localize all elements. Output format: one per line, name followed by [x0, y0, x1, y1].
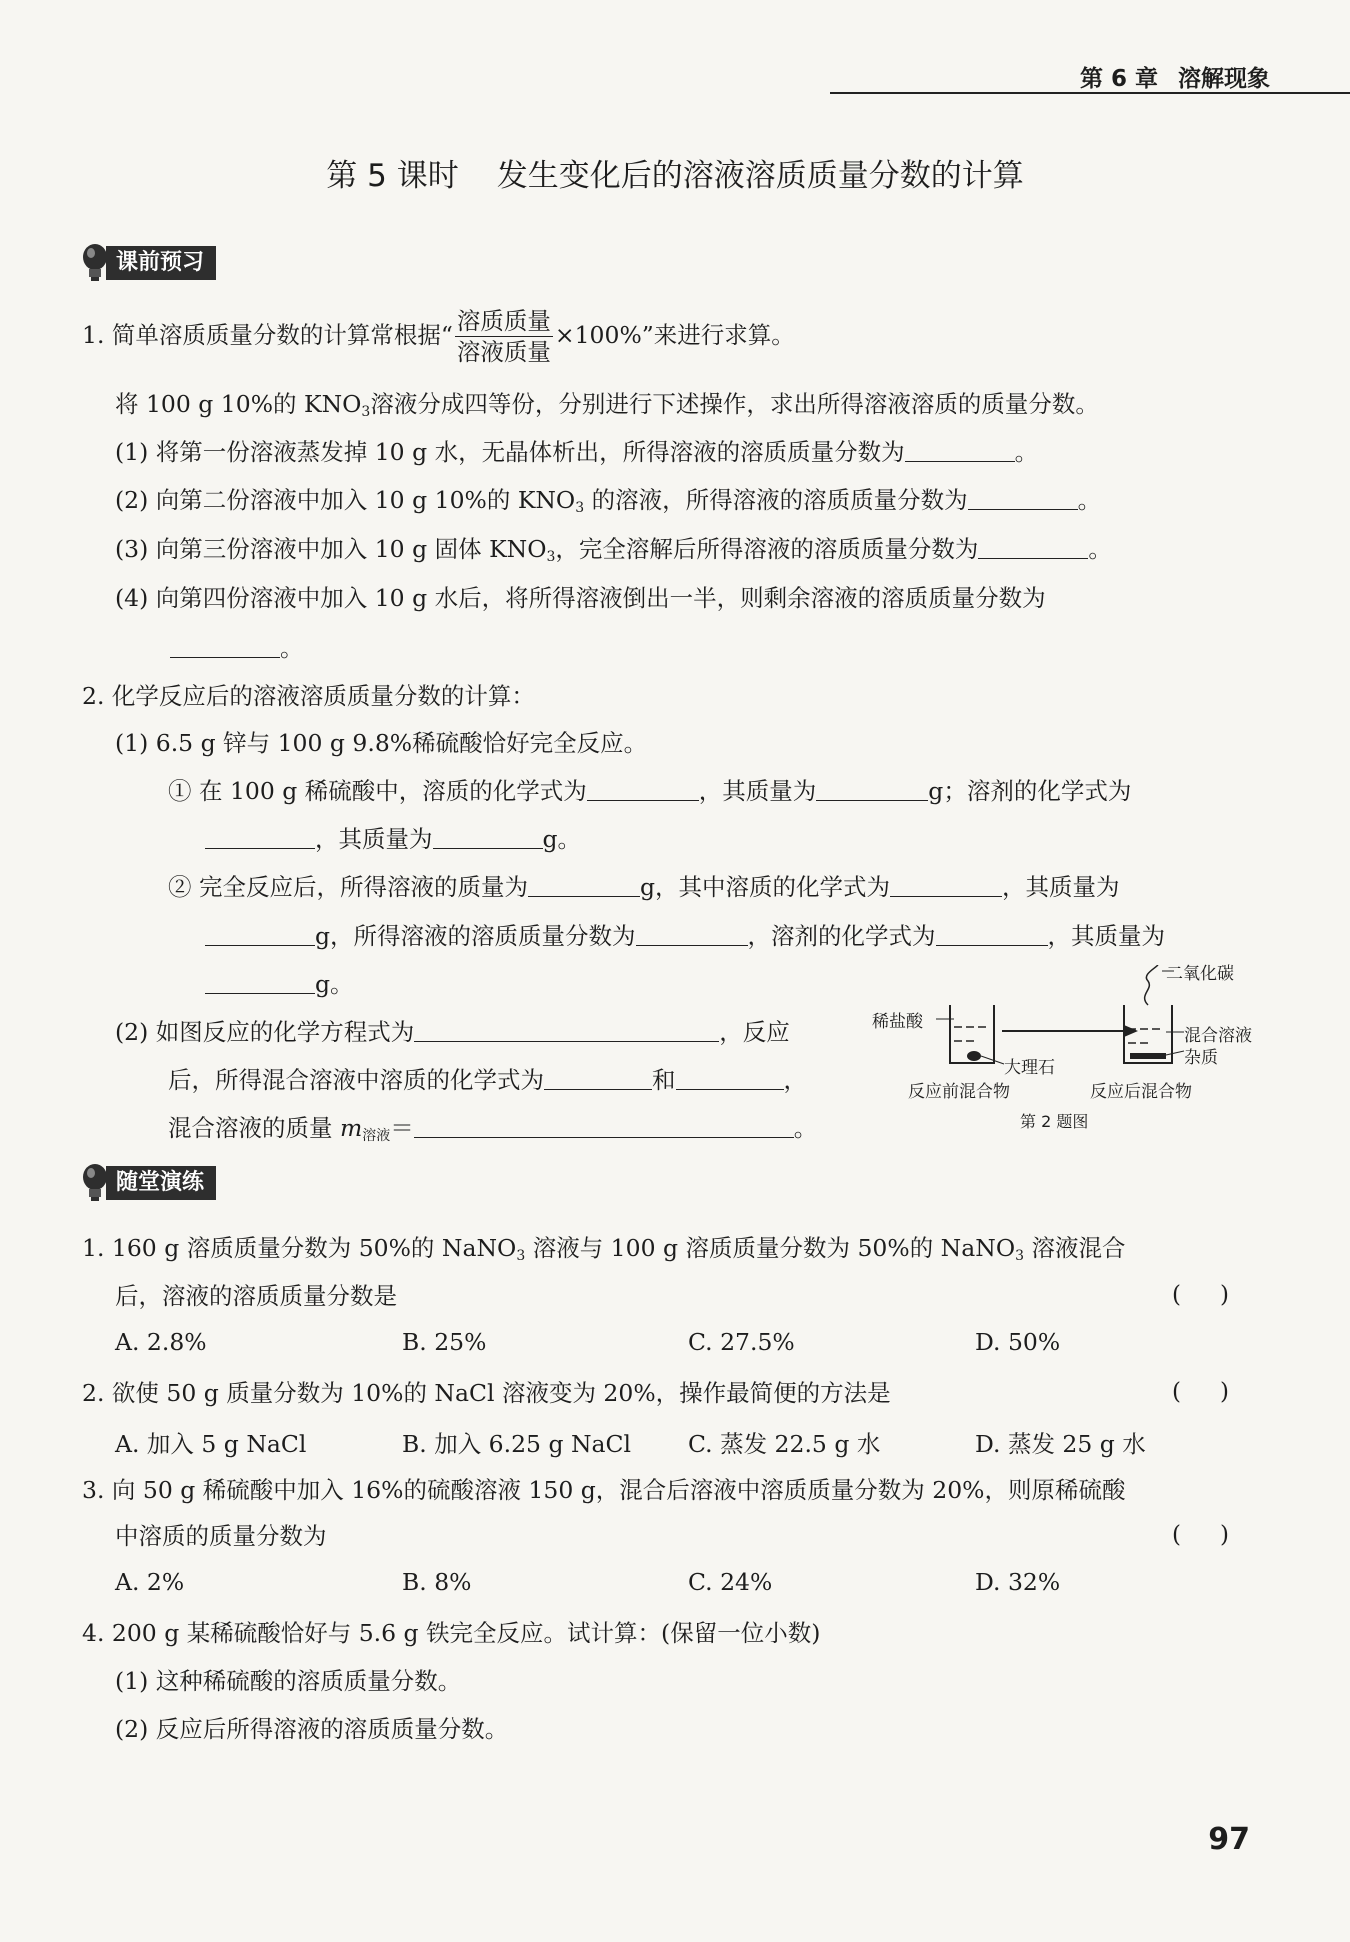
question-2-part-2-cont: 后，所得混合溶液中溶质的化学式为 和 ， [168, 1066, 807, 1094]
answer-blank[interactable] [890, 872, 1002, 897]
question-2-part-2: (2) 如图反应的化学方程式为 ，反应 [115, 1018, 790, 1046]
chapter-label: 第 6 章 溶解现象 [1079, 66, 1270, 92]
figure-caption: 第 2 题图 [1020, 1112, 1089, 1131]
answer-bracket[interactable]: ( ) [1172, 1282, 1229, 1308]
question-1-part-1: (1) 将第一份溶液蒸发掉 10 g 水，无晶体析出，所得溶液的溶质质量分数为 。 [115, 438, 1039, 466]
question-2-part-1b-cont: g，所得溶液的溶质质量分数为 ，溶剂的化学式为 ，其质量为 [205, 920, 1165, 952]
label-mixed-solution: 混合溶液 [1184, 1026, 1252, 1046]
option-d[interactable]: D. 蒸发 25 g 水 [975, 1430, 1146, 1458]
answer-blank[interactable] [905, 437, 1015, 462]
practice-question-3: 3. 向 50 g 稀硫酸中加入 16%的硫酸溶液 150 g，混合后溶液中溶质质量分数为 20%，则原稀硫酸 [82, 1476, 1126, 1504]
option-c[interactable]: C. 24% [688, 1568, 773, 1596]
practice-question-3-cont: 中溶质的质量分数为 [115, 1522, 327, 1550]
header-rule [830, 92, 1350, 94]
lightbulb-icon [80, 1163, 110, 1203]
option-b[interactable]: B. 25% [402, 1328, 487, 1356]
option-c[interactable]: C. 蒸发 22.5 g 水 [688, 1430, 881, 1458]
answer-blank[interactable] [676, 1065, 784, 1090]
answer-blank[interactable] [414, 1113, 794, 1138]
option-a[interactable]: A. 2% [115, 1568, 185, 1596]
practice-question-4-part-1: (1) 这种稀硫酸的溶质质量分数。 [115, 1667, 462, 1695]
page-number: 97 [1208, 1822, 1250, 1857]
option-a[interactable]: A. 2.8% [115, 1328, 207, 1356]
practice-question-2: 2. 欲使 50 g 质量分数为 10%的 NaCl 溶液变为 20%，操作最简便的方法是 [82, 1379, 891, 1407]
option-c[interactable]: C. 27.5% [688, 1328, 795, 1356]
answer-blank[interactable] [936, 921, 1048, 946]
answer-blank[interactable] [205, 921, 315, 946]
option-a[interactable]: A. 加入 5 g NaCl [115, 1430, 307, 1458]
answer-blank[interactable] [205, 969, 315, 994]
section-tag-preview: 课前预习 [80, 246, 216, 280]
option-b[interactable]: B. 加入 6.25 g NaCl [402, 1430, 632, 1458]
answer-blank[interactable] [528, 872, 640, 897]
label-co2: 二氧化碳 [1166, 964, 1234, 984]
question-1-part-3: (3) 向第三份溶液中加入 10 g 固体 $KNO_3$，完全溶解后所得溶液的溶质质量分数为 。 [115, 535, 1112, 565]
option-b[interactable]: B. 8% [402, 1568, 472, 1596]
answer-blank[interactable] [968, 485, 1078, 510]
label-before: 反应前混合物 [908, 1082, 1010, 1102]
answer-blank[interactable] [170, 633, 280, 658]
answer-blank[interactable] [978, 534, 1088, 559]
question-2-part-1b-end: g。 [205, 968, 354, 1000]
question-2: 2. 化学反应后的溶液溶质质量分数的计算： [82, 682, 535, 710]
practice-question-1: 1. 160 g 溶质质量分数为 50%的 NaNO$_3$ 溶液与 100 g 溶质质量分数为 50%的 NaNO$_3$ 溶液混合 [82, 1234, 1126, 1264]
answer-blank[interactable] [433, 824, 543, 849]
answer-blank[interactable] [205, 824, 315, 849]
fraction: $\frac{\text{溶质质量}}{\text{溶液质量}}$ [456, 307, 551, 366]
question-2-part-1: (1) 6.5 g 锌与 100 g 9.8%稀硫酸恰好完全反应。 [115, 729, 648, 757]
answer-bracket[interactable]: ( ) [1172, 1522, 1229, 1548]
answer-bracket[interactable]: ( ) [1172, 1379, 1229, 1405]
label-after: 反应后混合物 [1090, 1082, 1192, 1102]
page-header [0, 52, 1350, 96]
question-2-part-1b: ② 完全反应后，所得溶液的质量为 g，其中溶质的化学式为 ，其质量为 [168, 873, 1120, 901]
question-2-part-1a: ① 在 100 g 稀硫酸中，溶质的化学式为 ，其质量为 g；溶剂的化学式为 [168, 777, 1132, 805]
lesson-title: 第 5 课时 发生变化后的溶液溶质质量分数的计算 [326, 158, 1024, 194]
lightbulb-icon [80, 243, 110, 283]
practice-question-1-cont: 后，溶液的溶质质量分数是 [115, 1282, 397, 1310]
answer-blank[interactable] [544, 1065, 652, 1090]
question-1-part-4: (4) 向第四份溶液中加入 10 g 水后，将所得溶液倒出一半，则剩余溶液的溶质质量分数为 [115, 584, 1046, 612]
question-1-part-2: (2) 向第二份溶液中加入 10 g 10%的 $KNO_3$ 的溶液，所得溶液的溶质质量分数为 。 [115, 486, 1102, 516]
option-d[interactable]: D. 32% [975, 1568, 1061, 1596]
section-tag-practice: 随堂演练 [80, 1166, 216, 1200]
question-1-stem: 将 100 g 10%的 $KNO_3$溶液分成四等份，分别进行下述操作，求出所得溶液溶质的质量分数。 [115, 390, 1099, 420]
label-marble: 大理石 [1004, 1058, 1055, 1078]
answer-blank[interactable] [636, 921, 748, 946]
practice-question-4-part-2: (2) 反应后所得溶液的溶质质量分数。 [115, 1715, 509, 1743]
option-d[interactable]: D. 50% [975, 1328, 1061, 1356]
question-1-part-4-blank: 。 [170, 632, 304, 664]
question-1-intro: 1. 简单溶质质量分数的计算常根据“ $\frac{\text{溶质质量}}{\text{溶液质量}}$ ×100%”来进行求算。 [82, 307, 795, 366]
question-2-part-2-mass: 混合溶液的质量 $m_{溶液}=$ 。 [168, 1114, 818, 1144]
answer-blank[interactable] [587, 776, 699, 801]
answer-blank[interactable] [816, 776, 928, 801]
practice-question-4: 4. 200 g 某稀硫酸恰好与 5.6 g 铁完全反应。试计算：(保留一位小数) [82, 1619, 821, 1647]
question-2-part-1a-cont: ，其质量为 g。 [205, 823, 581, 855]
answer-blank[interactable] [414, 1017, 719, 1042]
label-acid: 稀盐酸 [872, 1012, 923, 1032]
reaction-figure [862, 965, 1282, 1135]
label-impurity: 杂质 [1184, 1048, 1218, 1068]
